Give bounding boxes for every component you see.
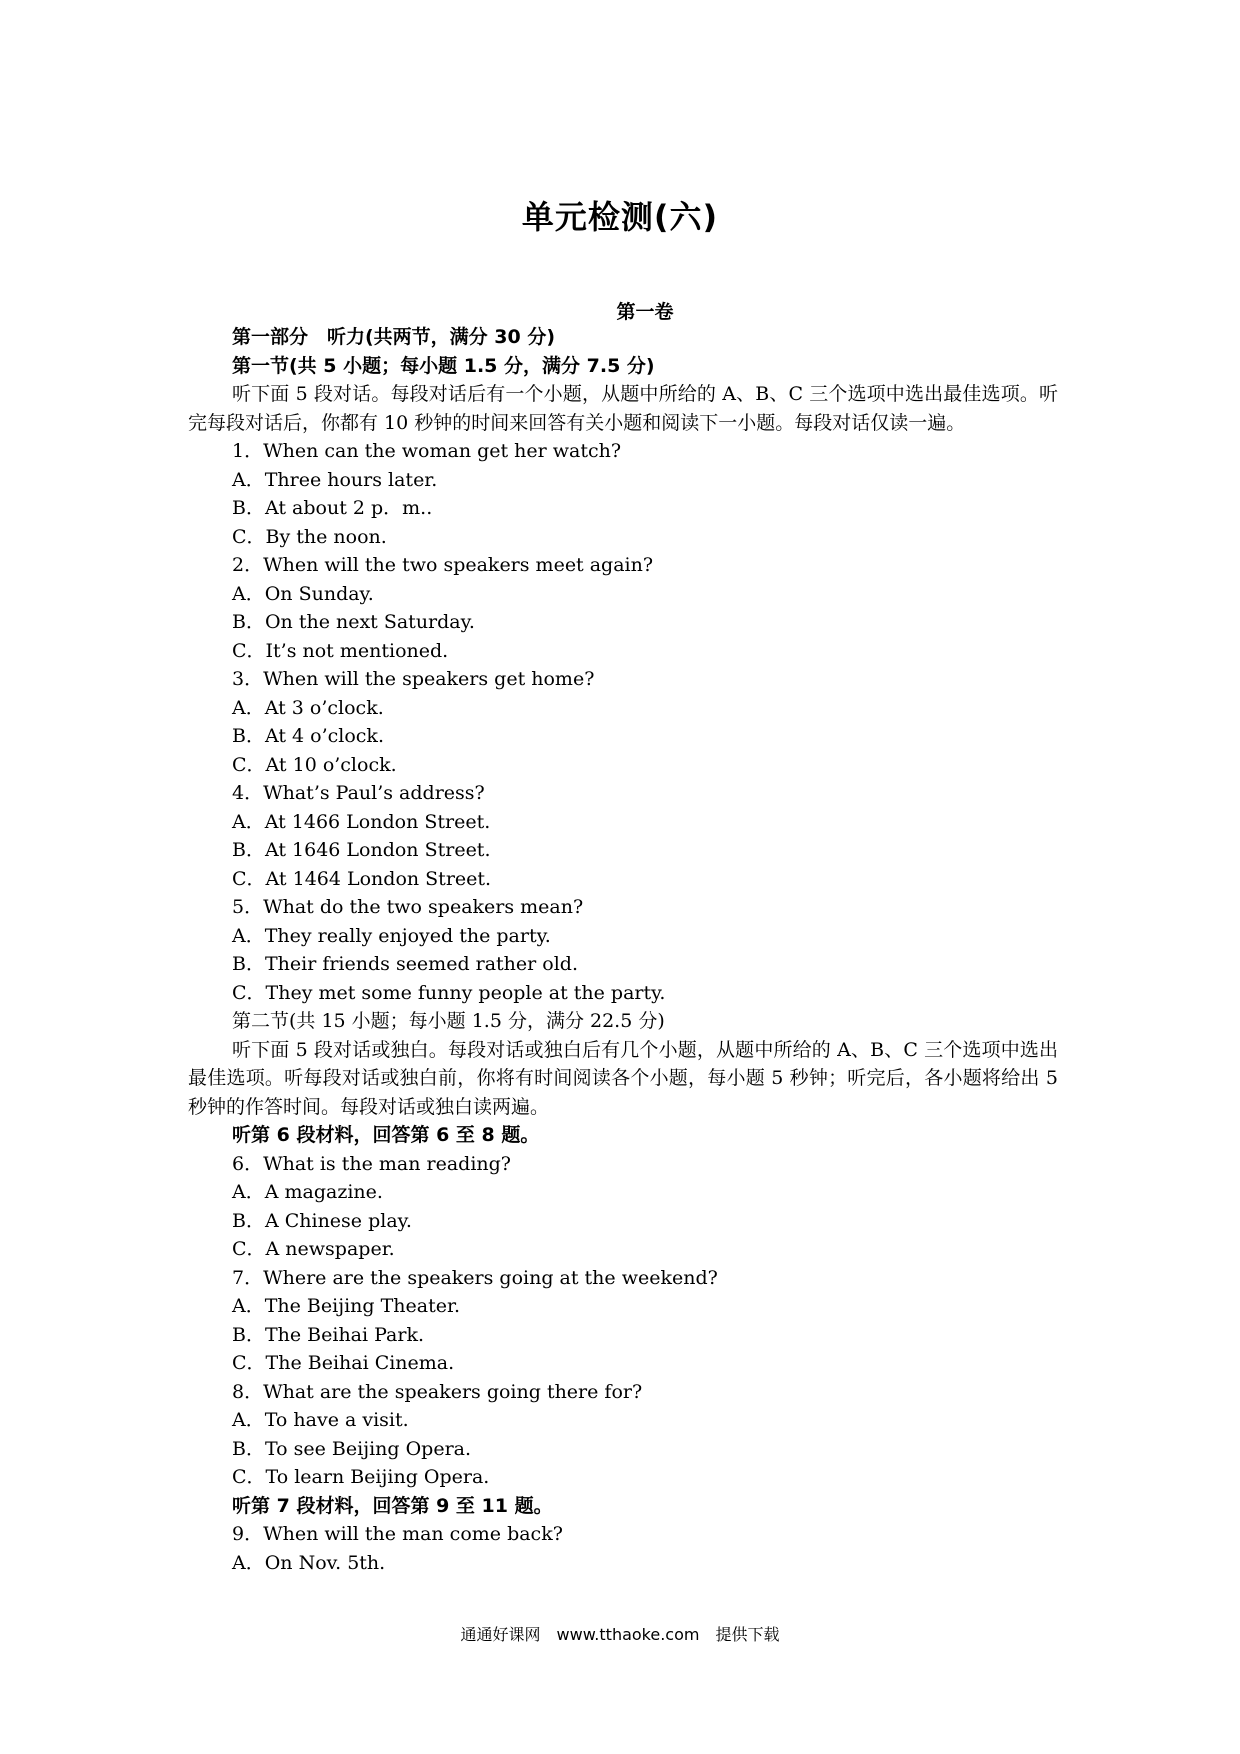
option-line: B．To see Beijing Opera. bbox=[232, 1437, 472, 1460]
option-line: B．On the next Saturday. bbox=[232, 611, 475, 633]
question-line: 5．What do the two speakers mean? bbox=[232, 896, 584, 918]
material6-heading: 听第 6 段材料，回答第 6 至 8 题。 bbox=[232, 1124, 540, 1146]
volume-heading: 第一卷 bbox=[616, 301, 674, 323]
option-line: B．The Beihai Park. bbox=[232, 1323, 425, 1346]
question-line: 8．What are the speakers going there for? bbox=[232, 1380, 643, 1403]
question-line: 7．Where are the speakers going at the weekend? bbox=[232, 1266, 718, 1289]
section1-heading: 第一节(共 5 小题；每小题 1.5 分，满分 7.5 分) bbox=[232, 354, 655, 377]
option-line: C．By the noon. bbox=[232, 525, 387, 548]
question-line: 4．What’s Paul’s address? bbox=[232, 782, 485, 804]
option-line: C．A newspaper. bbox=[232, 1238, 395, 1260]
footer-source: 通通好课网 www.tthaoke.com 提供下载 bbox=[460, 1625, 780, 1644]
option-line: C．To learn Beijing Opera. bbox=[232, 1466, 490, 1488]
option-line: C．They met some funny people at the party. bbox=[232, 981, 666, 1004]
option-line: C．At 1464 London Street. bbox=[232, 867, 492, 890]
option-line: A．They really enjoyed the party. bbox=[232, 924, 551, 947]
material6-questions bbox=[188, 1150, 1058, 1492]
option-line: A．At 3 o’clock. bbox=[232, 696, 384, 719]
option-line: B．Their friends seemed rather old. bbox=[232, 953, 579, 975]
option-line: B．At 4 o’clock. bbox=[232, 725, 384, 747]
option-line: B．At 1646 London Street. bbox=[232, 839, 491, 861]
question-line: 3．When will the speakers get home? bbox=[232, 668, 595, 690]
option-line: A．On Nov. 5th. bbox=[232, 1551, 386, 1574]
option-line: C．The Beihai Cinema. bbox=[232, 1352, 455, 1374]
question-line: 6．What is the man reading? bbox=[232, 1152, 511, 1175]
option-line: B．A Chinese play. bbox=[232, 1209, 412, 1232]
document-body bbox=[188, 323, 1058, 1577]
section1-questions bbox=[188, 437, 1058, 1007]
option-line: A．To have a visit. bbox=[232, 1409, 409, 1431]
option-line: A．On Sunday. bbox=[232, 582, 374, 605]
part1-heading: 第一部分 听力(共两节，满分 30 分) bbox=[232, 326, 556, 348]
section1-instructions: 听下面 5 段对话。每段对话后有一个小题，从题中所给的 A、B、C 三个选项中选出最佳选项。听完每段对话后，你都有 10 秒钟的时间来回答有关小题和阅读下一小题。每段对话仅读一遍。 bbox=[188, 383, 1058, 434]
option-line: A．At 1466 London Street. bbox=[232, 810, 491, 833]
section2-instructions: 听下面 5 段对话或独白。每段对话或独白后有几个小题，从题中所给的 A、B、C 三个选项中选出最佳选项。听每段对话或独白前，你将有时间阅读各个小题，每小题 5 秒钟；听完后，各小题将给出 5 秒钟的作答时间。每段对话或独白读两遍。 bbox=[188, 1038, 1058, 1118]
option-line: B．At about 2 p．m.. bbox=[232, 497, 433, 519]
question-line: 1．When can the woman get her watch? bbox=[232, 440, 622, 462]
question-line: 9．When will the man come back? bbox=[232, 1523, 563, 1545]
section2-heading: 第二节(共 15 小题；每小题 1.5 分，满分 22.5 分) bbox=[232, 1010, 665, 1032]
document-title: 单元检测(六) bbox=[521, 198, 719, 236]
option-line: A．A magazine. bbox=[232, 1181, 383, 1203]
material7-questions bbox=[188, 1520, 1058, 1577]
question-line: 2．When will the two speakers meet again? bbox=[232, 554, 654, 576]
option-line: C．At 10 o’clock. bbox=[232, 753, 397, 776]
material7-heading: 听第 7 段材料，回答第 9 至 11 题。 bbox=[232, 1494, 553, 1517]
option-line: A．Three hours later. bbox=[232, 468, 438, 491]
option-line: A．The Beijing Theater. bbox=[232, 1295, 461, 1317]
option-line: C．It’s not mentioned. bbox=[232, 639, 449, 662]
